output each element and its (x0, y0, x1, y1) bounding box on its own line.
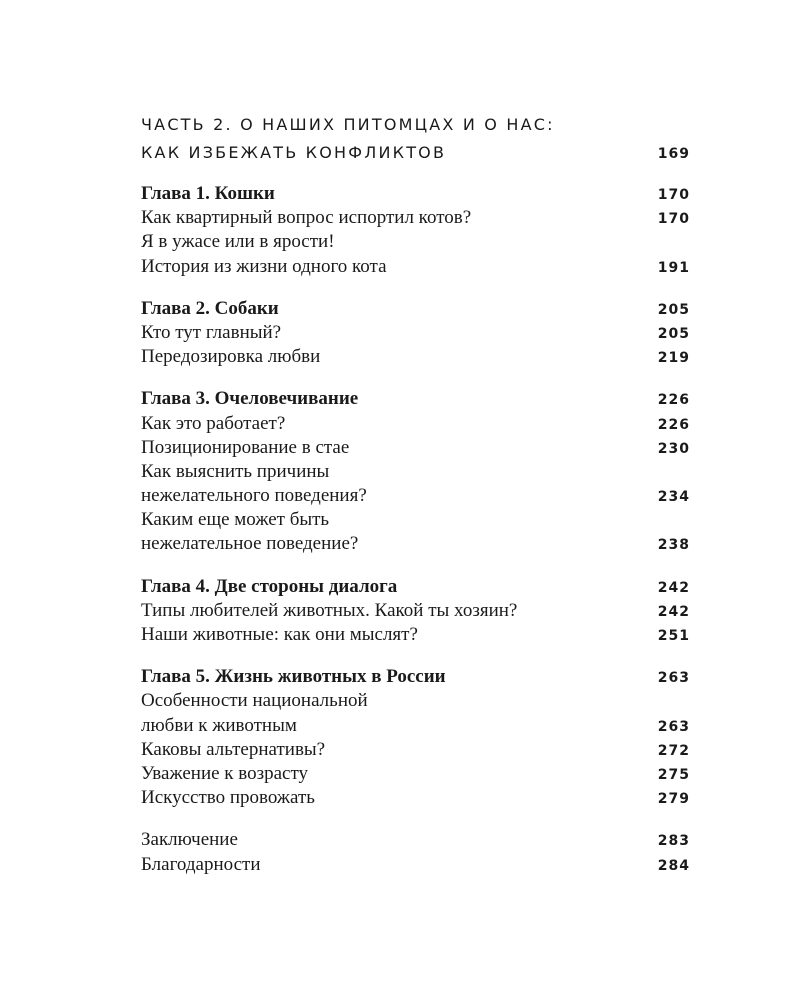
entry-text: Как квартирный вопрос испортил котов? (141, 207, 472, 229)
entry-text: любви к животным (141, 714, 297, 736)
part-title-line-2 (141, 139, 690, 168)
chapter-page-number: 263 (657, 670, 690, 687)
part-title-text-1: ЧАСТЬ 2. О НАШИХ ПИТОМЦАХ И О НАС: (141, 115, 555, 134)
chapter-5-section (141, 665, 690, 810)
toc-entry-conclusion (141, 828, 690, 852)
entry-text: Я в ужасе или в ярости! (141, 231, 335, 253)
entry-text: Уважение к возрасту (141, 762, 309, 784)
toc-entry (141, 321, 690, 345)
part-title-line-1 (141, 111, 690, 139)
chapter-2-section (141, 297, 690, 370)
entry-page-number: 219 (657, 350, 690, 367)
toc-entry (141, 508, 690, 532)
chapter-heading (141, 665, 690, 689)
back-matter-section (141, 828, 690, 876)
entry-page-number: 283 (657, 833, 690, 850)
entry-page-number: 272 (657, 742, 690, 759)
entry-text: Особенности национальной (141, 690, 368, 712)
entry-page-number: 284 (657, 857, 690, 874)
chapter-page-number: 242 (657, 579, 690, 596)
entry-page-number: 279 (657, 791, 690, 808)
toc-entry (141, 762, 690, 786)
toc-entry (141, 206, 690, 230)
entry-page-number: 205 (657, 325, 690, 342)
entry-text: Передозировка любви (141, 346, 321, 368)
toc-entry (141, 599, 690, 623)
chapter-title: Глава 2. Собаки (141, 297, 279, 319)
toc-entry (141, 230, 690, 254)
chapter-title: Глава 3. Очеловечивание (141, 388, 359, 410)
chapter-heading (141, 182, 690, 206)
entry-text: Кто тут главный? (141, 321, 282, 343)
toc-entry (141, 460, 690, 484)
entry-text: Заключение (141, 829, 238, 851)
entry-text: История из жизни одного кота (141, 255, 387, 277)
toc-entry-acknowledgements (141, 853, 690, 877)
entry-page-number: 234 (657, 489, 690, 506)
toc-entry (141, 255, 690, 279)
entry-text: Искусство провожать (141, 787, 315, 809)
entry-page-number: 170 (657, 211, 690, 228)
part-title-text-2: КАК ИЗБЕЖАТЬ КОНФЛИКТОВ (141, 143, 447, 162)
part-page-number: 169 (657, 146, 690, 162)
chapter-4-section (141, 575, 690, 648)
entry-text: Каковы альтернативы? (141, 738, 326, 760)
entry-text: Наши животные: как они мыслят? (141, 624, 418, 645)
table-of-contents (141, 111, 690, 877)
entry-page-number: 275 (657, 766, 690, 783)
entry-page-number: 226 (657, 416, 690, 433)
chapter-page-number: 170 (657, 187, 690, 203)
chapter-3-section (141, 387, 690, 556)
entry-text: Благодарности (141, 853, 261, 875)
chapter-title: Глава 5. Жизнь животных в России (141, 666, 446, 688)
entry-page-number: 191 (657, 259, 690, 276)
entry-page-number: 242 (657, 603, 690, 620)
chapter-heading (141, 575, 690, 599)
part-heading (141, 111, 690, 168)
chapter-heading (141, 387, 690, 411)
chapter-page-number: 205 (657, 301, 690, 318)
entry-text: Каким еще может быть (141, 509, 330, 531)
chapter-title: Глава 1. Кошки (141, 183, 275, 204)
toc-entry (141, 484, 690, 508)
entry-text: Как это работает? (141, 412, 286, 434)
toc-entry (141, 689, 690, 713)
chapter-page-number: 226 (657, 392, 690, 409)
chapter-heading (141, 297, 690, 321)
entry-page-number: 263 (657, 718, 690, 735)
entry-text: Позиционирование в стае (141, 436, 350, 458)
toc-entry (141, 436, 690, 460)
entry-text: Типы любителей животных. Какой ты хозяин? (141, 599, 518, 621)
entry-text: нежелательного поведения? (141, 485, 367, 507)
toc-entry (141, 412, 690, 436)
entry-page-number: 251 (657, 628, 690, 644)
toc-entry (141, 345, 690, 369)
entry-page-number: 238 (657, 537, 690, 554)
entry-text: Как выяснить причины (141, 460, 330, 482)
entry-page-number: 230 (657, 440, 690, 457)
chapter-1-section (141, 182, 690, 279)
toc-entry (141, 532, 690, 556)
entry-text: нежелательное поведение? (141, 533, 359, 555)
toc-entry (141, 738, 690, 762)
toc-entry (141, 714, 690, 738)
toc-entry (141, 786, 690, 810)
toc-entry (141, 623, 690, 647)
chapter-title: Глава 4. Две стороны диалога (141, 575, 398, 597)
